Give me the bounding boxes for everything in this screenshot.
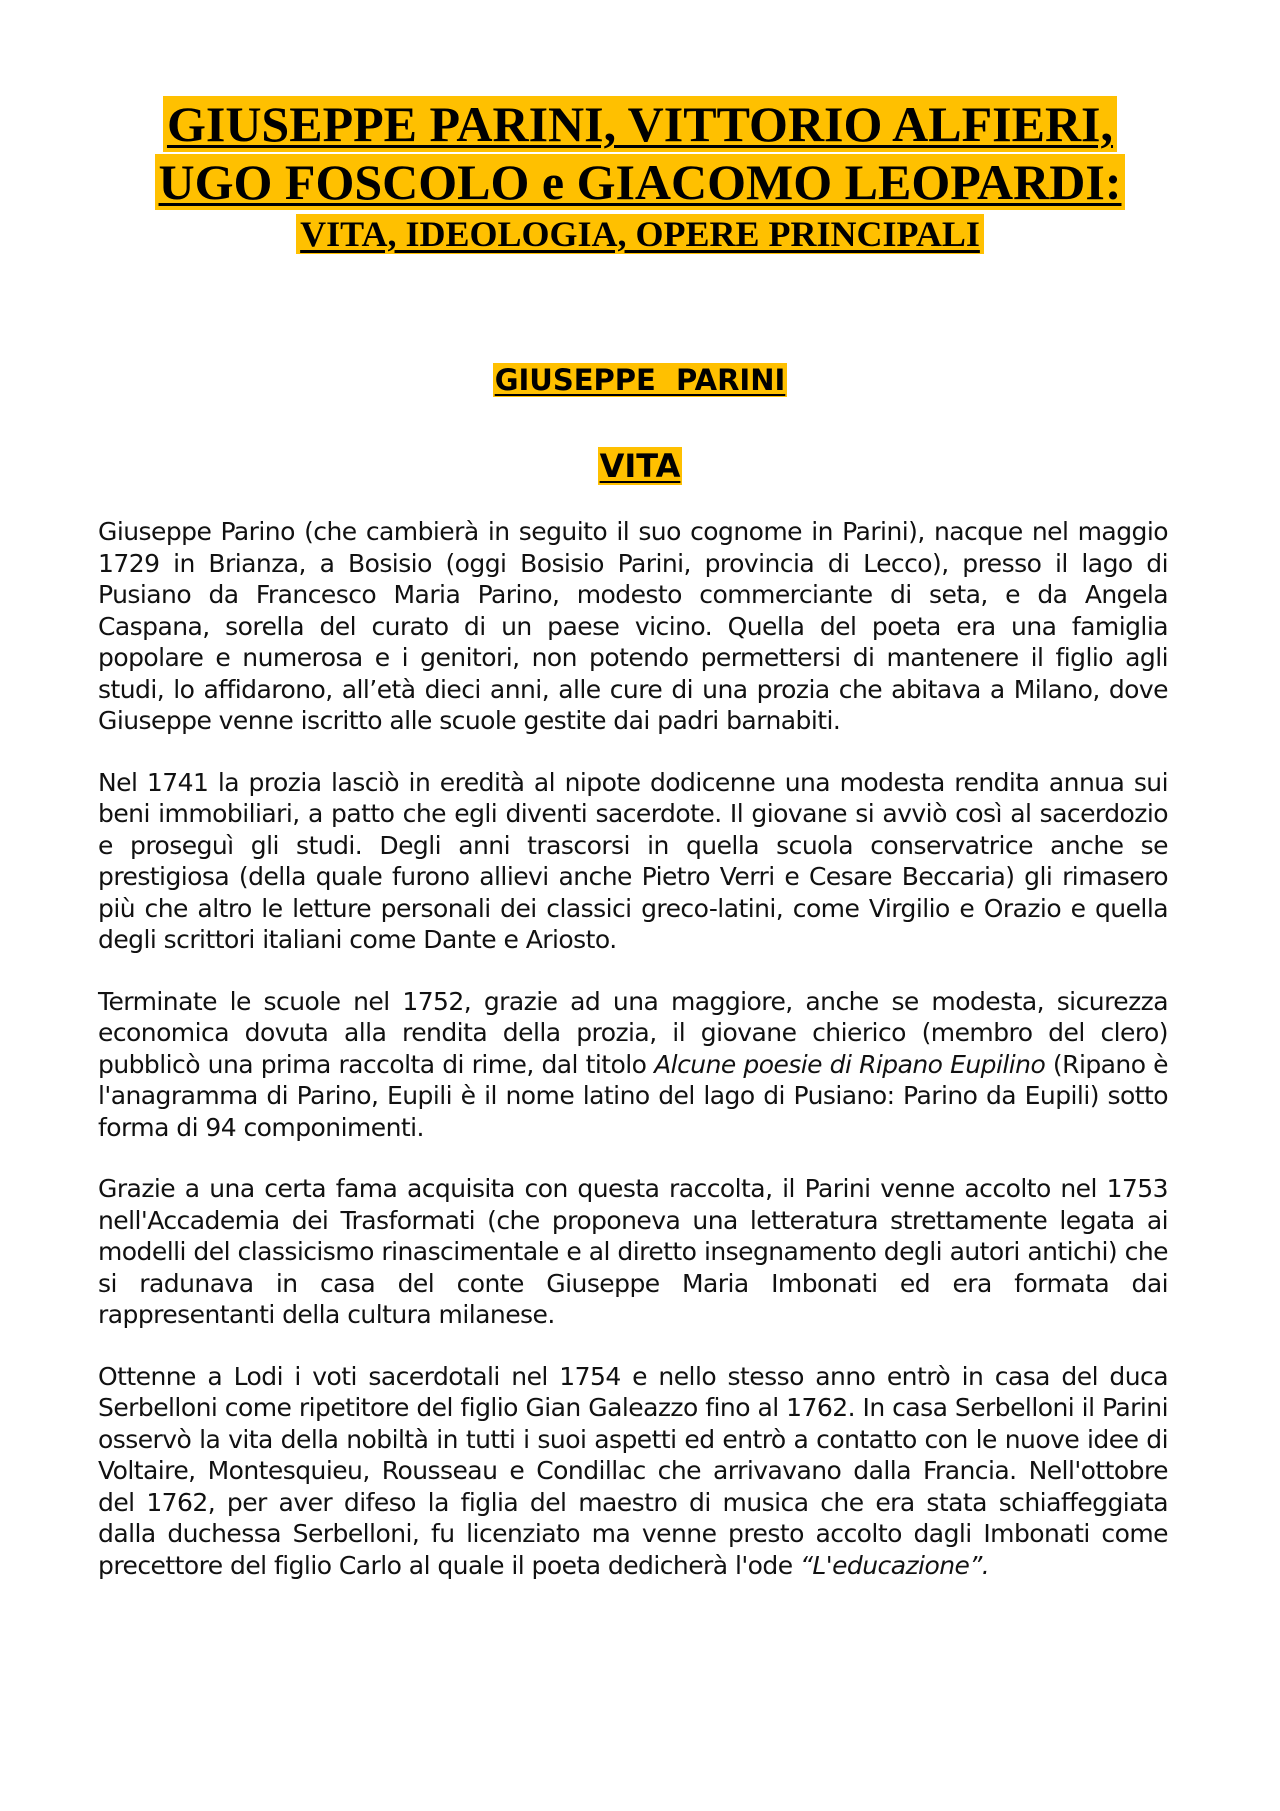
vita-heading-text: VITA bbox=[599, 447, 681, 485]
title-line-3 bbox=[0, 212, 1280, 256]
paragraph-5 bbox=[98, 1361, 1168, 1582]
paragraph-3 bbox=[98, 986, 1168, 1144]
document-title bbox=[0, 96, 1280, 256]
title-line-2-text: UGO FOSCOLO e GIACOMO LEOPARDI: bbox=[155, 154, 1126, 210]
paragraph-3-work-title: Alcune poesie di Ripano Eupilino bbox=[654, 1049, 1046, 1079]
author-heading bbox=[0, 362, 1280, 398]
title-line-2 bbox=[0, 154, 1280, 210]
title-line-1-text: GIUSEPPE PARINI, VITTORIO ALFIERI, bbox=[163, 96, 1117, 152]
paragraph-3-part-a: Terminate le scuole nel 1752, grazie ad una maggiore, anche se modesta, sicurezza economica dovuta alla rendita della prozia, il giovane chierico (membro del clero) pubblicò una prima raccolta di rime, dal titolo bbox=[98, 986, 1168, 1079]
body-text bbox=[98, 516, 1168, 1611]
paragraph-2: Nel 1741 la prozia lasciò in eredità al nipote dodicenne una modesta rendita annua sui beni immobiliari, a patto che egli diventi sacerdote. Il giovane si avviò così al sacerdozio e proseguì gli studi. Degli anni trascorsi in quella scuola conservatrice anche se prestigiosa (della quale furono allievi anche Pietro Verri e Cesare Beccaria) gli rimasero più che altro le letture personali dei classici greco-latini, come Virgilio e Orazio e quella degli scrittori italiani come Dante e Ariosto. bbox=[98, 767, 1168, 954]
paragraph-5-part-a: Ottenne a Lodi i voti sacerdotali nel 1754 e nello stesso anno entrò in casa del duca Serbelloni come ripetitore del figlio Gian Galeazzo fino al 1762. In casa Serbelloni il Parini osservò la vita della nobiltà in tutti i suoi aspetti ed entrò a contatto con le nuove idee di Voltaire, Montesquieu, Rousseau e Condillac che arrivavano dalla Francia. Nell'ottobre del 1762, per aver difeso la figlia del maestro di musica che era stata schiaffeggiata dalla duchessa Serbelloni, fu licenziato ma venne presto accolto dagli Imbonati come precettore del figlio Carlo al quale il poeta dedicherà l'ode bbox=[98, 1361, 1168, 1580]
author-heading-text: GIUSEPPE PARINI bbox=[494, 363, 786, 397]
title-line-1 bbox=[0, 96, 1280, 152]
vita-heading bbox=[0, 446, 1280, 486]
paragraph-1: Giuseppe Parino (che cambierà in seguito il suo cognome in Parini), nacque nel maggio 1729 in Brianza, a Bosisio (oggi Bosisio Parini, provincia di Lecco), presso il lago di Pusiano da Francesco Maria Parino, modesto commerciante di seta, e da Angela Caspana, sorella del curato di un paese vicino. Quella del poeta era una famiglia popolare e numerosa e i genitori, non potendo permettersi di mantenere il figlio agli studi, lo affidarono, all’età dieci anni, alle cure di una prozia che abitava a Milano, dove Giuseppe venne iscritto alle scuole gestite dai padri barnabiti. bbox=[98, 517, 1168, 735]
paragraph-5-ode-title: “L'educazione”. bbox=[799, 1550, 990, 1580]
paragraph-4: Grazie a una certa fama acquisita con questa raccolta, il Parini venne accolto nel 1753 nell'Accademia dei Trasformati (che proponeva una letteratura strettamente legata ai modelli del classicismo rinascimentale e al diretto insegnamento degli autori antichi) che si radunava in casa del conte Giuseppe Maria Imbonati ed era formata dai rappresentanti della cultura milanese. bbox=[98, 1174, 1168, 1329]
title-line-3-text: VITA, IDEOLOGIA, OPERE PRINCIPALI bbox=[296, 214, 984, 254]
paragraph-3-part-b: (Ripano è l'anagramma di Parino, Eupili è il nome latino del lago di Pusiano: Parino da Eupili) sotto forma di 94 componimenti. bbox=[98, 1049, 1168, 1142]
